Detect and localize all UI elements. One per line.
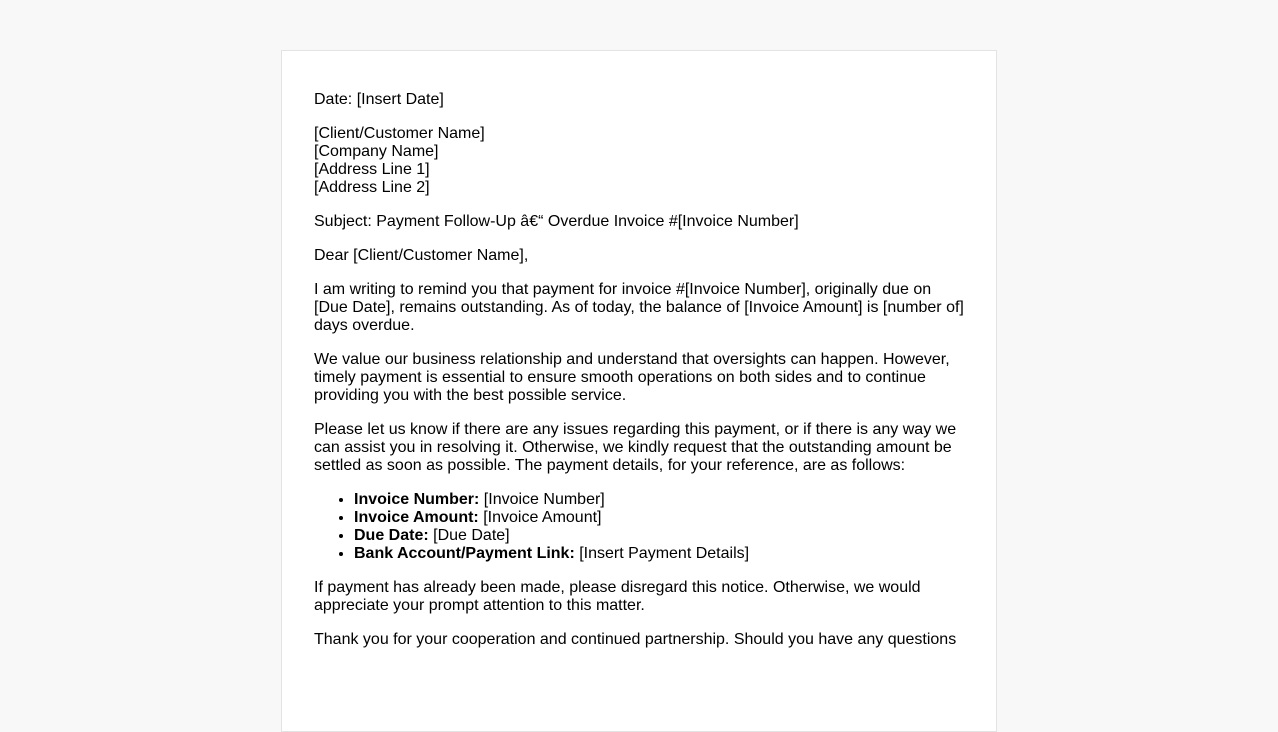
detail-label: Bank Account/Payment Link: bbox=[354, 545, 575, 562]
body-paragraph-3: Please let us know if there are any issues regarding this payment, or if there is any way we can assist you in resolving it. Otherwise, we kindly request that the outstanding amount be settled as soon as possible. The payment details, for your reference, are as follows: bbox=[314, 421, 957, 474]
payment-details-list bbox=[314, 491, 964, 563]
subject-line: Subject: Payment Follow-Up â€“ Overdue Invoice #[Invoice Number] bbox=[314, 213, 799, 230]
list-item bbox=[354, 527, 964, 545]
detail-label: Invoice Number: bbox=[354, 491, 480, 508]
detail-label: Invoice Amount: bbox=[354, 509, 479, 526]
detail-label: Due Date: bbox=[354, 527, 429, 544]
salutation: Dear [Client/Customer Name], bbox=[314, 247, 529, 264]
recipient-address-block bbox=[314, 125, 964, 197]
detail-value: [Due Date] bbox=[428, 527, 510, 544]
detail-value: [Invoice Number] bbox=[479, 491, 605, 508]
letter-page bbox=[281, 50, 997, 732]
detail-value: [Invoice Amount] bbox=[478, 509, 602, 526]
detail-value: [Insert Payment Details] bbox=[574, 545, 750, 562]
body-paragraph-1: I am writing to remind you that payment for invoice #[Invoice Number], originally due on [Due Date], remains outstanding. As of today, the balance of [Invoice Amount] is [number of] days overdue. bbox=[314, 281, 964, 334]
recipient-name: [Client/Customer Name] bbox=[314, 125, 485, 142]
list-item bbox=[354, 509, 964, 527]
recipient-company: [Company Name] bbox=[314, 143, 439, 160]
body-paragraph-5: Thank you for your cooperation and continued partnership. Should you have any questions bbox=[314, 631, 957, 648]
recipient-address-line-1: [Address Line 1] bbox=[314, 161, 430, 178]
list-item bbox=[354, 491, 964, 509]
body-paragraph-2: We value our business relationship and understand that oversights can happen. However, timely payment is essential to ensure smooth operations on both sides and to continue providing you with the best possible service. bbox=[314, 351, 950, 404]
list-item bbox=[354, 545, 964, 563]
recipient-address-line-2: [Address Line 2] bbox=[314, 179, 430, 196]
date-line: Date: [Insert Date] bbox=[314, 91, 444, 108]
body-paragraph-4: If payment has already been made, please disregard this notice. Otherwise, we would appreciate your prompt attention to this matter. bbox=[314, 579, 921, 614]
